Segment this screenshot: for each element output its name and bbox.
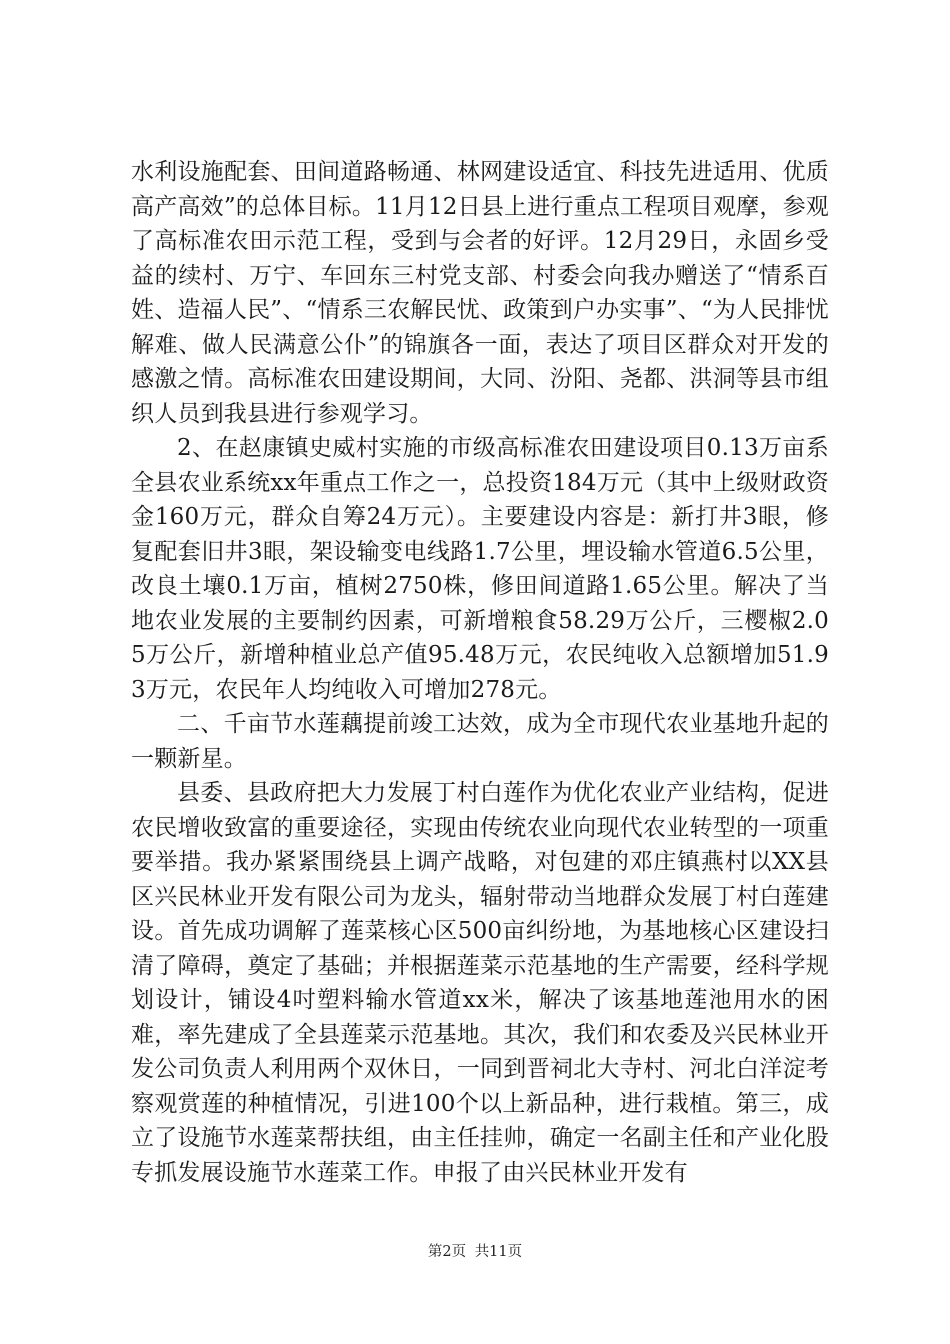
paragraph-4: 县委、县政府把大力发展丁村白莲作为优化农业产业结构，促进农民增收致富的重要途径，实现由传统农业向现代农业转型的一项重要举措。我办紧紧围绕县上调产战略，对包建的邓庄镇燕村以XX县区兴民林业开发有限公司为龙头，辐射带动当地群众发展丁村白莲建设。首先成功调解了莲菜核心区500亩纠纷地，为基地核心区建设扫清了障碍，奠定了基础；并根据莲菜示范基地的生产需要，经科学规划设计，铺设4吋塑料输水管道xx米，解决了该基地莲池用水的困难，率先建成了全县莲菜示范基地。其次，我们和农委及兴民林业开发公司负责人利用两个双休日，一同到晋祠北大寺村、河北白洋淀考察观赏莲的种植情况，引进100个以上新品种，进行栽植。第三，成立了设施节水莲菜帮扶组，由主任挂帅，确定一名副主任和产业化股专抓发展设施节水莲菜工作。申报了由兴民林业开发有 xyxy=(131,780,829,1186)
document-body xyxy=(131,155,829,1190)
paragraph-3-heading: 二、千亩节水莲藕提前竣工达效，成为全市现代农业基地升起的一颗新星。 xyxy=(131,711,829,772)
page-total: 共11页 xyxy=(474,1244,523,1260)
page-footer xyxy=(0,1240,950,1261)
page-number: 第2页 xyxy=(427,1244,467,1260)
paragraph-2: 2、在赵康镇史威村实施的市级高标准农田建设项目0.13万亩系全县农业系统xx年重点工作之一，总投资184万元（其中上级财政资金160万元，群众自筹24万元）。主要建设内容是：新打井3眼，修复配套旧井3眼，架设输变电线路1.7公里，埋设输水管道6.5公里，改良土壤0.1万亩，植树2750株，修田间道路1.65公里。解决了当地农业发展的主要制约因素，可新增粮食58.29万公斤，三樱椒2.05万公斤，新增种植业总产值95.48万元，农民纯收入总额增加51.93万元，农民年人均纯收入可增加278元。 xyxy=(131,435,829,703)
paragraph-1: 水利设施配套、田间道路畅通、林网建设适宜、科技先进适用、优质高产高效”的总体目标。11月12日县上进行重点工程项目观摩，参观了高标准农田示范工程，受到与会者的好评。12月29日，永固乡受益的续村、万宁、车回东三村党支部、村委会向我办赠送了“情系百姓、造福人民”、“情系三农解民忧、政策到户办实事”、“为人民排忧解难、做人民满意公仆”的锦旗各一面，表达了项目区群众对开发的感激之情。高标准农田建设期间，大同、汾阳、尧都、洪洞等县市组织人员到我县进行参观学习。 xyxy=(131,159,829,427)
